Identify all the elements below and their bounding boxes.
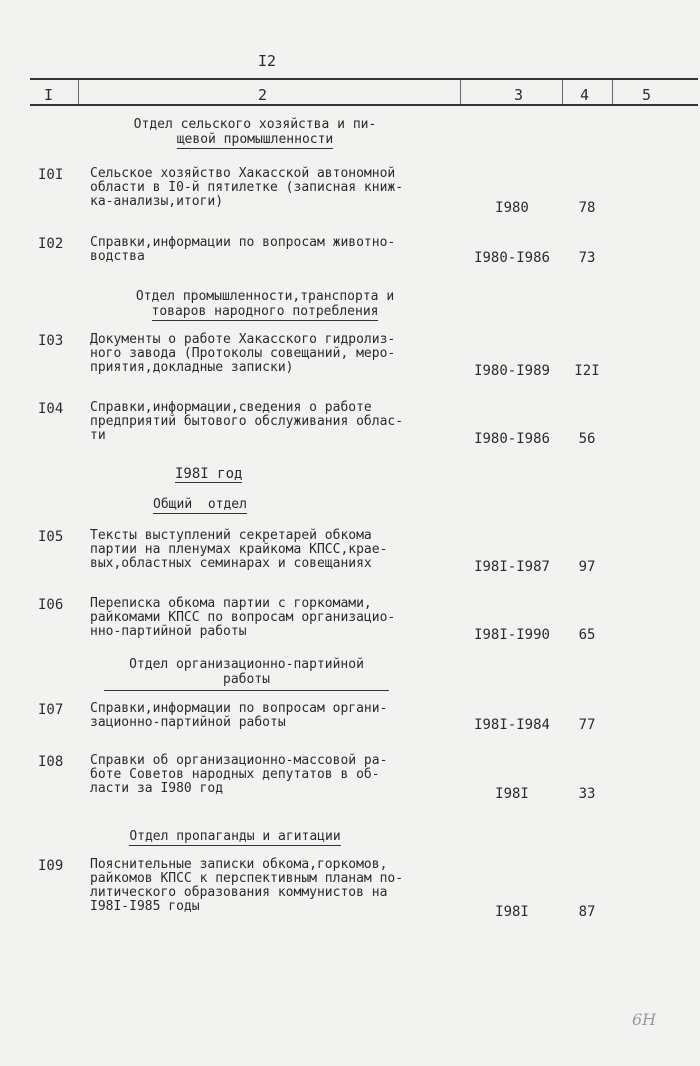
column-separator <box>612 80 613 104</box>
column-header-5: 5 <box>642 86 652 104</box>
column-header-4: 4 <box>580 86 590 104</box>
column-header-3: 3 <box>514 86 524 104</box>
column-header-1: I <box>44 86 54 104</box>
section-heading-general: Общий отдел <box>153 497 247 512</box>
column-separator <box>562 80 563 104</box>
section-heading-industry: Отдел промышленности,транспорта и товаров народного потребления <box>135 289 395 319</box>
section-heading-organizational: Отдел организационно-партийной работы <box>104 657 389 691</box>
page-number: I2 <box>258 52 277 70</box>
section-heading-propaganda: Отдел пропаганды и агитации <box>129 829 341 844</box>
column-separator <box>78 80 79 104</box>
table-header-rule <box>30 104 698 106</box>
column-header-2: 2 <box>258 86 268 104</box>
year-heading: I98I год <box>175 466 243 482</box>
handwritten-margin-note: 6Н <box>632 1010 657 1029</box>
archive-page: I2 I 2 3 4 5 Отдел сельского хозяйства и пи- щевой промышленности I0I Сельское хозяйство Хакасской автономной области в I0-й пятилетке (записная книж- ка-анализы,итоги) I980 78 I02 Справки,информации по вопросам животно- водства I980-I986 73 Отдел промышленности,транспорта и товаров народного потребления I03 Документы о работе Хакасского гидролиз- ного завода (Протоколы совещаний, меро- приятия,докладные записки) I980-I989 I2I I04 Справки,информации,сведения о работе предприятий бытового обслуживания облас- ти I980-I986 56 I98I год Общий отдел I05 Тексты выступлений секретарей обкома партии на пленумах крайкома КПСС,крае- вых,областных семинарах и совещаниях I98I-I987 97 I06 Переписка обкома партии с горкомами, райкомами КПСС по вопросам организацио- нно-партийной работы I98I-I990 65 Отдел организационно-партийной работы I07 Справки,информации по вопросам органи- зационно-партийной работы I98I-I984 77 I08 Справки об организационно-массовой ра- боте Советов народных депутатов в об- ласти за I980 год I98I 33 Отдел пропаганды и агитации I09 Пояснительные записки обкома,горкомов, райкомов КПСС к перспективным планам по- литического образования коммунистов на I98I-I985 годы I98I 87 6Н <box>0 0 700 1066</box>
table-top-rule <box>30 78 698 80</box>
section-heading-agriculture: Отдел сельского хозяйства и пи- щевой промышленности <box>133 117 377 147</box>
column-separator <box>460 80 461 104</box>
